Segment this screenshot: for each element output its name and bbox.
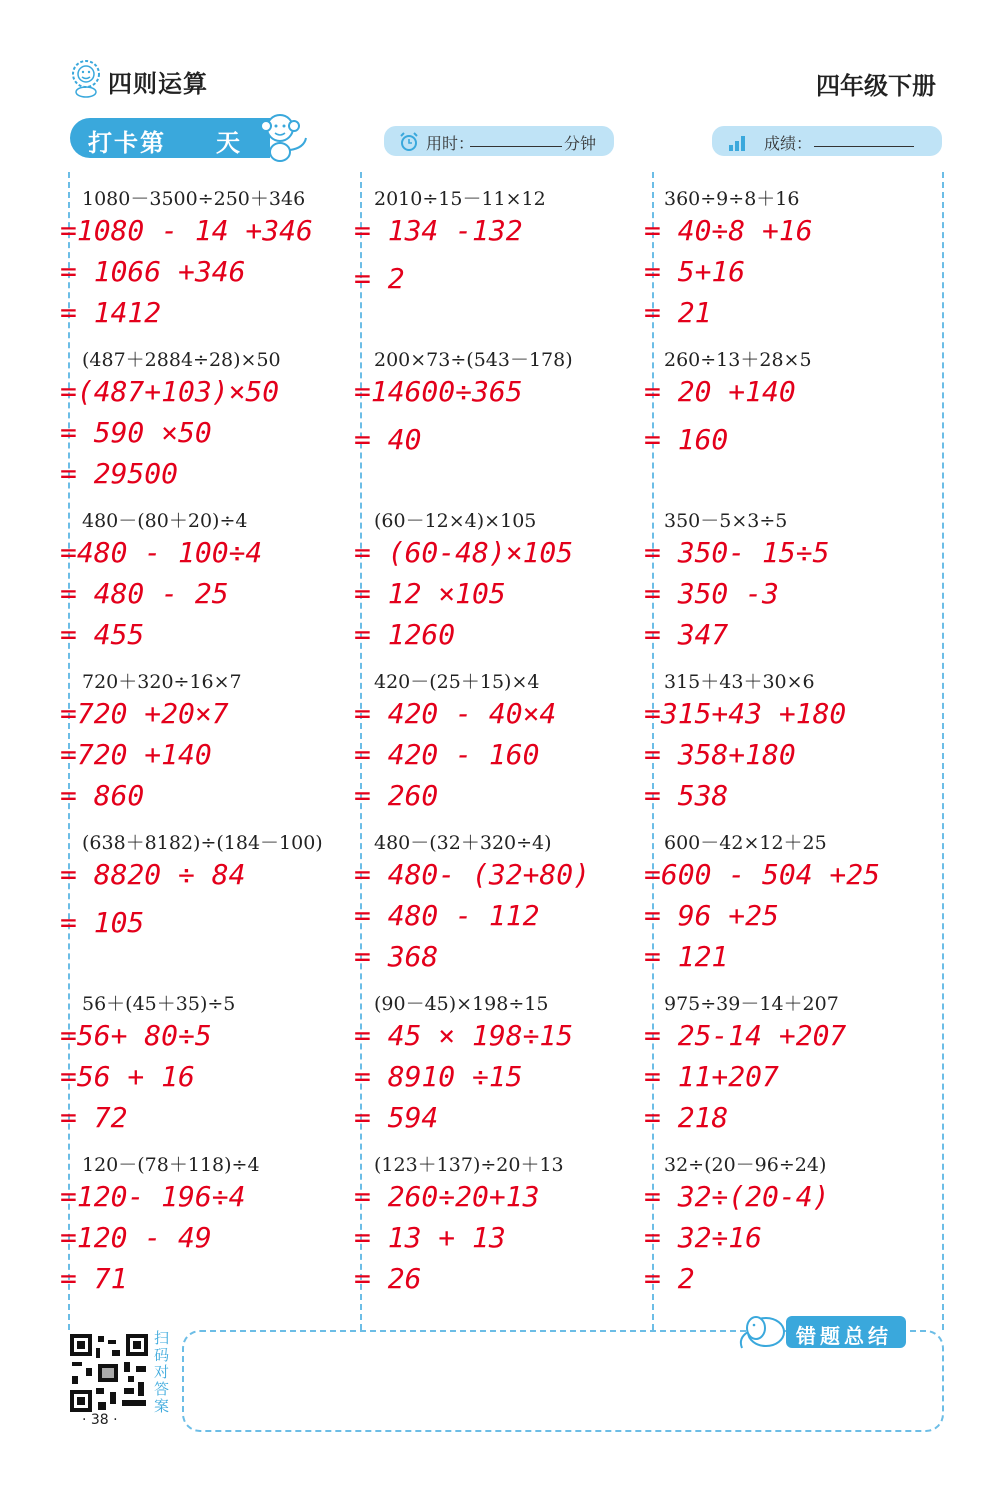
elephant-mascot-icon <box>734 1310 792 1352</box>
handwritten-step: = 860 <box>60 779 145 812</box>
handwritten-step: = 105 <box>60 906 145 939</box>
handwritten-step: = 358+180 <box>644 738 796 771</box>
handwritten-step: = 29500 <box>60 457 179 490</box>
handwritten-step: =480 - 100÷4 <box>60 536 263 569</box>
handwritten-step: =600 - 504 +25 <box>644 858 881 891</box>
problem-expression: 720＋320÷16×7 <box>82 671 242 693</box>
handwritten-step: = 350- 15÷5 <box>644 536 830 569</box>
score-label: 成绩： <box>764 134 813 153</box>
handwritten-step: = 20 +140 <box>644 375 796 408</box>
problem-expression: (90－45)×198÷15 <box>374 993 549 1015</box>
handwritten-step: = 594 <box>354 1101 439 1134</box>
handwritten-step: = 5+16 <box>644 255 746 288</box>
problem-expression: 2010÷15－11×12 <box>374 188 546 210</box>
problem-expression: 420－(25＋15)×4 <box>374 671 540 693</box>
handwritten-step: =315+43 +180 <box>644 697 847 730</box>
handwritten-step: = 538 <box>644 779 729 812</box>
handwritten-step: =14600÷365 <box>354 375 523 408</box>
problem-expression: 56＋(45＋35)÷5 <box>82 993 236 1015</box>
handwritten-step: = 480- (32+80) <box>354 858 591 891</box>
handwritten-step: = 420 - 160 <box>354 738 540 771</box>
handwritten-step: =720 +140 <box>60 738 212 771</box>
handwritten-step: = 11+207 <box>644 1060 779 1093</box>
handwritten-step: = 8910 ÷15 <box>354 1060 523 1093</box>
handwritten-step: =56 + 16 <box>60 1060 195 1093</box>
handwritten-step: =120- 196÷4 <box>60 1180 246 1213</box>
handwritten-step: = 40÷8 +16 <box>644 214 813 247</box>
score-field <box>712 126 942 156</box>
problem-expression: 480－(32＋320÷4) <box>374 832 552 854</box>
page-number: · 38 · <box>82 1412 118 1428</box>
handwritten-step: = 420 - 40×4 <box>354 697 557 730</box>
error-summary-tag <box>786 1316 906 1348</box>
handwritten-step: = 8820 ÷ 84 <box>60 858 246 891</box>
handwritten-step: = 71 <box>60 1262 128 1295</box>
handwritten-step: = 260÷20+13 <box>354 1180 540 1213</box>
checkin-banner <box>70 118 270 158</box>
handwritten-step: = 260 <box>354 779 439 812</box>
handwritten-step: = 368 <box>354 940 439 973</box>
score-blank[interactable] <box>814 146 914 147</box>
handwritten-step: = 2 <box>354 262 405 295</box>
time-field <box>384 126 614 156</box>
handwritten-step: =(487+103)×50 <box>60 375 280 408</box>
subject-title: 四则运算 <box>108 70 208 98</box>
handwritten-step: = 134 -132 <box>354 214 523 247</box>
problem-expression: 120－(78＋118)÷4 <box>82 1154 260 1176</box>
handwritten-step: =56+ 80÷5 <box>60 1019 212 1052</box>
time-label: 用时： <box>426 134 475 153</box>
problem-expression: (638＋8182)÷(184－100) <box>82 832 323 854</box>
problem-expression: 975÷39－14＋207 <box>664 993 839 1015</box>
handwritten-step: = 1260 <box>354 618 456 651</box>
problem-expression: (487＋2884÷28)×50 <box>82 349 281 371</box>
problem-expression: (60－12×4)×105 <box>374 510 537 532</box>
lion-mascot-icon <box>68 58 104 98</box>
checkin-suffix: 天 <box>216 129 240 157</box>
handwritten-step: = 21 <box>644 296 712 329</box>
handwritten-step: = 455 <box>60 618 145 651</box>
time-unit: 分钟 <box>564 134 597 153</box>
qr-code-icon[interactable] <box>68 1332 150 1414</box>
bar-chart-icon <box>726 131 748 153</box>
handwritten-step: = 13 + 13 <box>354 1221 506 1254</box>
problem-expression: 600－42×12＋25 <box>664 832 827 854</box>
handwritten-step: = 1066 +346 <box>60 255 246 288</box>
handwritten-step: = 45 × 198÷15 <box>354 1019 574 1052</box>
monkey-mascot-icon <box>252 110 314 164</box>
problem-expression: 1080－3500÷250＋346 <box>82 188 306 210</box>
handwritten-step: = 32÷16 <box>644 1221 763 1254</box>
column-divider <box>942 172 944 1330</box>
alarm-clock-icon <box>398 131 420 153</box>
time-blank[interactable] <box>470 146 562 147</box>
problem-expression: 350－5×3÷5 <box>664 510 788 532</box>
handwritten-step: = 12 ×105 <box>354 577 506 610</box>
handwritten-step: = 347 <box>644 618 729 651</box>
problem-expression: 32÷(20－96÷24) <box>664 1154 827 1176</box>
handwritten-step: = 25-14 +207 <box>644 1019 847 1052</box>
handwritten-step: = 26 <box>354 1262 422 1295</box>
handwritten-step: =720 +20×7 <box>60 697 229 730</box>
handwritten-step: = 160 <box>644 423 729 456</box>
handwritten-step: =1080 - 14 +346 <box>60 214 313 247</box>
handwritten-step: = 72 <box>60 1101 128 1134</box>
error-summary-label: 错题总结 <box>796 1324 892 1348</box>
handwritten-step: = 350 -3 <box>644 577 779 610</box>
handwritten-step: = 32÷(20-4) <box>644 1180 830 1213</box>
handwritten-step: = 96 +25 <box>644 899 779 932</box>
problem-expression: 315＋43＋30×6 <box>664 671 815 693</box>
handwritten-step: = 40 <box>354 423 422 456</box>
problem-expression: 260÷13＋28×5 <box>664 349 812 371</box>
scan-answers-label: 扫码对答案 <box>154 1329 170 1415</box>
handwritten-step: = 480 - 112 <box>354 899 540 932</box>
handwritten-step: = 480 - 25 <box>60 577 229 610</box>
handwritten-step: = 590 ×50 <box>60 416 212 449</box>
grade-label: 四年级下册 <box>816 72 936 100</box>
checkin-label: 打卡第 <box>88 129 166 157</box>
problem-expression: 360÷9÷8＋16 <box>664 188 800 210</box>
problem-expression: 200×73÷(543－178) <box>374 349 573 371</box>
handwritten-step: =120 - 49 <box>60 1221 212 1254</box>
problem-expression: (123＋137)÷20＋13 <box>374 1154 564 1176</box>
handwritten-step: = 121 <box>644 940 729 973</box>
problem-expression: 480－(80＋20)÷4 <box>82 510 248 532</box>
handwritten-step: = 218 <box>644 1101 729 1134</box>
handwritten-step: = (60-48)×105 <box>354 536 574 569</box>
handwritten-step: = 2 <box>644 1262 695 1295</box>
handwritten-step: = 1412 <box>60 296 162 329</box>
